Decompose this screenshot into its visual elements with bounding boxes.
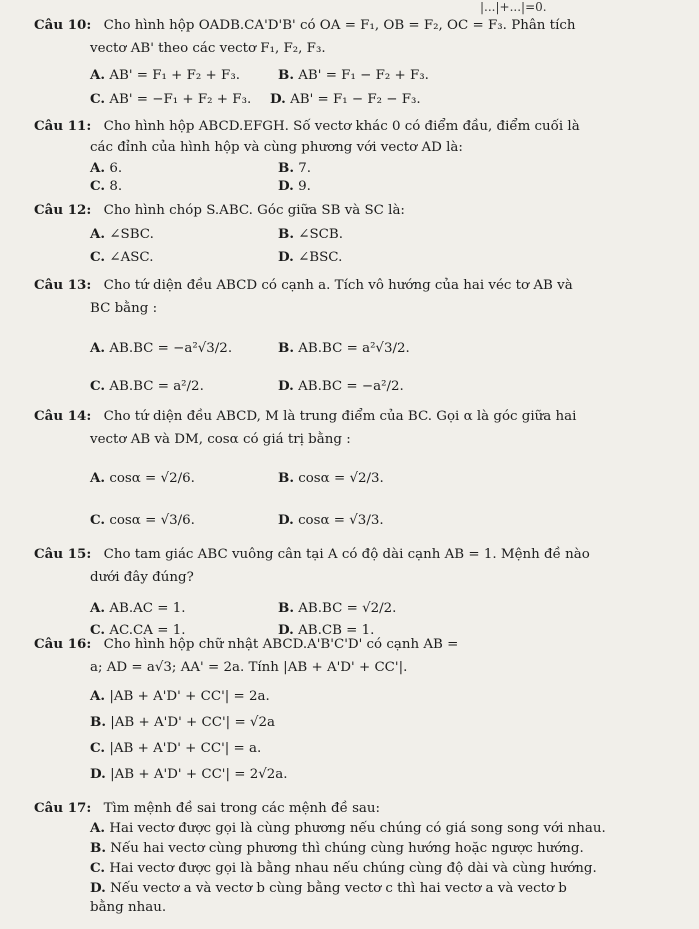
option: D. AB' = F₁ − F₂ − F₃.	[270, 91, 421, 107]
question-10	[34, 17, 575, 34]
header-fragment: |...|+...|=0.	[480, 0, 547, 14]
option: C. AC.CA = 1.	[90, 622, 186, 638]
option: D. AB.BC = −a²/2.	[278, 378, 404, 394]
option: D. Nếu vectơ a và vectơ b cùng bằng vectơ c thì hai vectơ a và vectơ b	[90, 880, 567, 896]
option: C. |AB + A'D' + CC'| = a.	[90, 740, 262, 756]
option: A. AB' = F₁ + F₂ + F₃.	[90, 67, 240, 83]
option: B. AB.BC = √2/2.	[278, 600, 397, 616]
option: D. 9.	[278, 178, 311, 194]
option: A. 6.	[90, 160, 123, 176]
option: A. ∠SBC.	[90, 226, 154, 242]
option: D. ∠BSC.	[278, 249, 343, 265]
question-stem-cont: a; AD = a√3; AA' = 2a. Tính |AB + A'D' + CC'|.	[90, 660, 408, 675]
option: B. AB' = F₁ − F₂ + F₃.	[278, 67, 429, 83]
option: D. AB.CB = 1.	[278, 622, 375, 638]
question-16: Câu 16: Cho hình hộp chữ nhật ABCD.A'B'C'D' có cạnh AB =	[34, 636, 459, 652]
option: B. cosα = √2/3.	[278, 470, 384, 486]
option-tail: bằng nhau.	[90, 900, 167, 915]
option: A. |AB + A'D' + CC'| = 2a.	[90, 688, 270, 704]
option: C. AB' = −F₁ + F₂ + F₃.	[90, 91, 252, 107]
option: C. Hai vectơ được gọi là bằng nhau nếu chúng cùng độ dài và cùng hướng.	[90, 860, 597, 876]
option: C. 8.	[90, 178, 123, 194]
option: B. AB.BC = a²√3/2.	[278, 340, 410, 356]
option: B. ∠SCB.	[278, 226, 343, 242]
option: A. AB.AC = 1.	[90, 600, 186, 616]
question-14: Câu 14: Cho tứ diện đều ABCD, M là trung điểm của BC. Gọi α là góc giữa hai	[34, 408, 577, 424]
question-stem: Cho hình hộp OADB.CA'D'B' có OA = F₁, OB = F₂, OC = F₃. Phân tích	[103, 18, 576, 33]
question-stem-cont: vectơ AB và DM, cosα có giá trị bằng :	[90, 432, 351, 447]
option: B. Nếu hai vectơ cùng phương thì chúng cùng hướng hoặc ngược hướng.	[90, 840, 584, 856]
option: C. ∠ASC.	[90, 249, 154, 265]
option: B. |AB + A'D' + CC'| = √2a	[90, 714, 275, 730]
option: C. AB.BC = a²/2.	[90, 378, 204, 394]
question-13: Câu 13: Cho tứ diện đều ABCD có cạnh a. Tích vô hướng của hai véc tơ AB và	[34, 277, 573, 293]
question-17: Câu 17: Tìm mệnh đề sai trong các mệnh đề sau:	[34, 800, 381, 816]
question-11: Câu 11: Cho hình hộp ABCD.EFGH. Số vectơ khác 0 có điểm đầu, điểm cuối là	[34, 118, 580, 134]
option: B. 7.	[278, 160, 312, 176]
option: A. Hai vectơ được gọi là cùng phương nếu chúng có giá song song với nhau.	[90, 820, 606, 836]
question-stem-cont: BC bằng :	[90, 301, 158, 316]
option: C. cosα = √3/6.	[90, 512, 195, 528]
question-stem-cont: dưới đây đúng?	[90, 570, 194, 585]
question-label: Câu 10:	[34, 17, 92, 33]
question-12: Câu 12: Cho hình chóp S.ABC. Góc giữa SB và SC là:	[34, 202, 405, 218]
option: D. |AB + A'D' + CC'| = 2√2a.	[90, 766, 288, 782]
question-15: Câu 15: Cho tam giác ABC vuông cân tại A có độ dài cạnh AB = 1. Mệnh đề nào	[34, 546, 590, 562]
option: A. AB.BC = −a²√3/2.	[90, 340, 233, 356]
question-stem-cont: các đỉnh của hình hộp và cùng phương với vectơ AD là:	[90, 140, 463, 155]
option: D. cosα = √3/3.	[278, 512, 384, 528]
option: A. cosα = √2/6.	[90, 470, 195, 486]
question-stem-cont: vectơ AB' theo các vectơ F₁, F₂, F₃.	[90, 41, 326, 56]
